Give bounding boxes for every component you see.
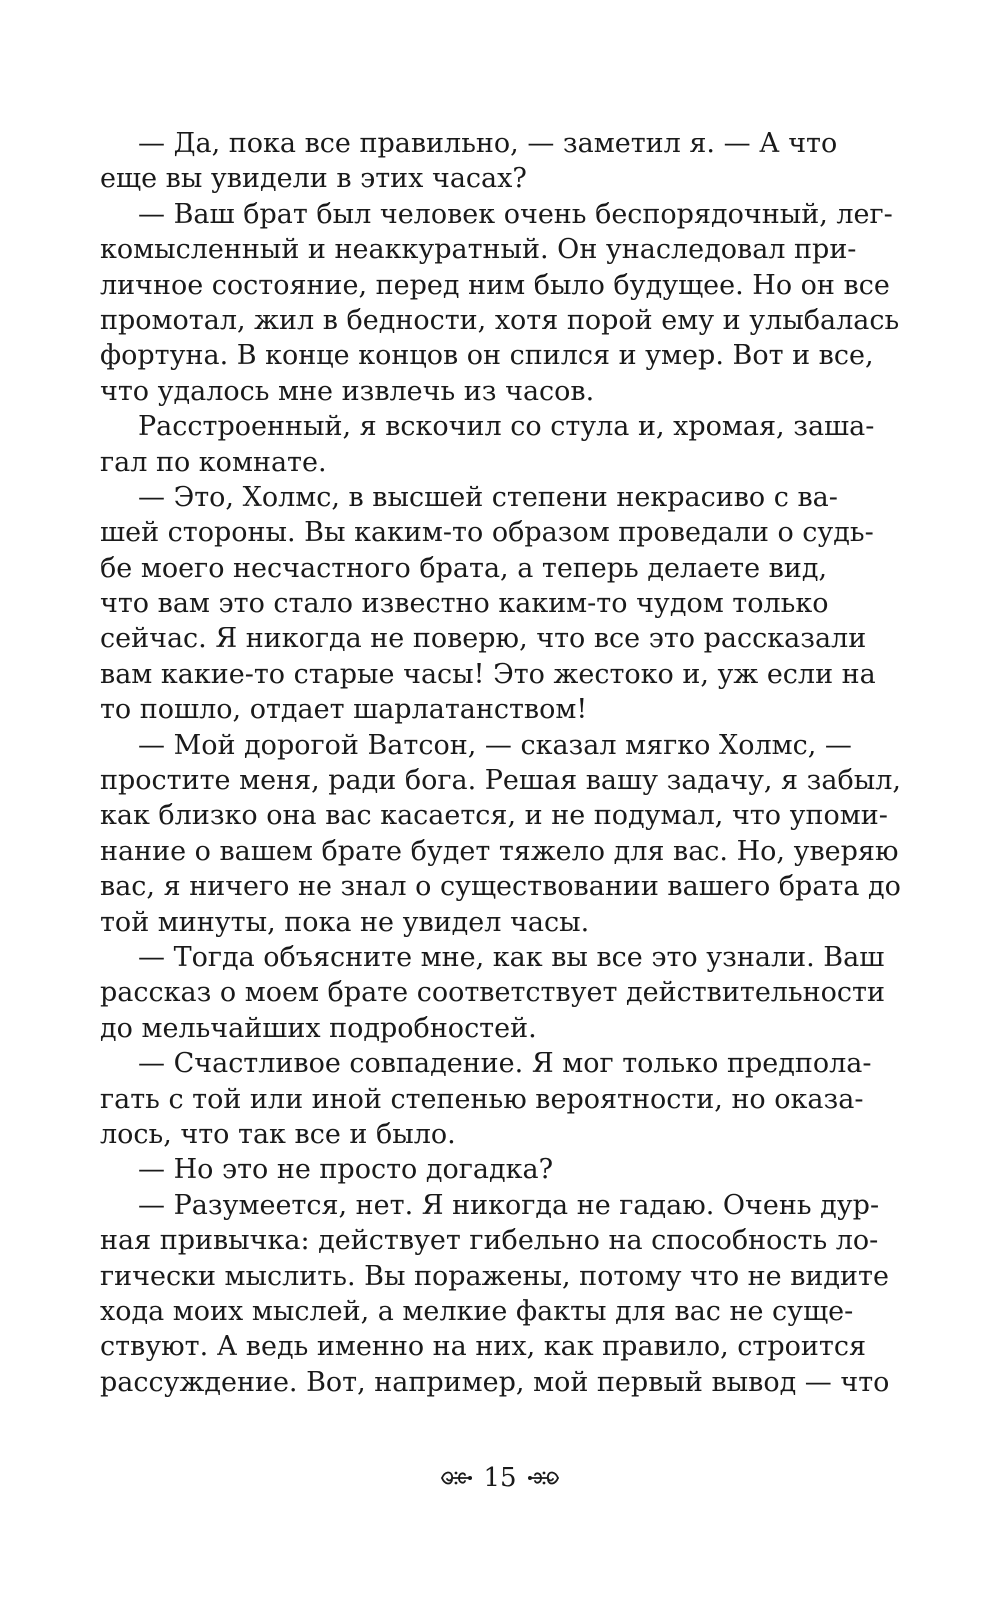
paragraph (100, 409, 875, 480)
text-line: — Да, пока все правильно, — заметил я. — А что (138, 128, 838, 159)
text-line: — Мой дорогой Ватсон, — сказал мягко Холмс, — (138, 729, 852, 761)
text-line: — Но это не просто догадка? (138, 1154, 554, 1186)
text-line: нание о вашем брате будет тяжело для вас. Но, уверяю (100, 835, 899, 867)
text-line: бе моего несчастного брата, а теперь делаете вид, (100, 552, 828, 584)
text-line: сейчас. Я никогда не поверю, что все это рассказали (100, 623, 867, 655)
paragraph (100, 1188, 890, 1400)
text-line: что удалось мне извлечь из часов. (100, 375, 595, 407)
text-line: хода моих мыслей, а мелкие факты для вас не суще- (100, 1295, 854, 1327)
text-line: той минуты, пока не увидел часы. (100, 906, 590, 938)
text-line: рассказ о моем брате соответствует действительности (100, 977, 885, 1009)
text-line: что вам это стало известно каким-то чудом только (100, 588, 829, 620)
text-line: личное состояние, перед ним было будущее. Но он все (100, 269, 890, 301)
text-line: рассуждение. Вот, например, мой первый вывод — что (100, 1366, 890, 1398)
text-line: ная привычка: действует гибельно на способность ло- (100, 1225, 879, 1257)
text-line: еще вы увидели в этих часах? (100, 163, 527, 195)
fleuron-right-icon (527, 1467, 561, 1489)
text-line: гать с той или иной степенью вероятности, но оказа- (100, 1083, 864, 1115)
paragraph (100, 126, 838, 197)
text-line: — Счастливое совпадение. Я мог только предпола- (138, 1048, 872, 1080)
text-line: как близко она вас касается, и не подумал, что упоми- (100, 800, 888, 832)
text-line: — Это, Холмс, в высшей степени некрасиво с ва- (138, 481, 838, 513)
text-line: то пошло, отдает шарлатанством! (100, 694, 588, 726)
page-footer (0, 1463, 1000, 1493)
text-line: гически мыслить. Вы поражены, потому что не видите (100, 1260, 889, 1292)
text-line: вам какие-то старые часы! Это жестоко и, уж если на (100, 658, 876, 690)
text-line: комысленный и неаккуратный. Он унаследовал при- (100, 234, 857, 266)
text-line: шей стороны. Вы каким-то образом проведали о судь- (100, 517, 874, 549)
text-line: вас, я ничего не знал о существовании вашего брата до (100, 871, 901, 903)
paragraph (100, 728, 901, 940)
paragraph (100, 940, 885, 1046)
text-line: — Разумеется, нет. Я никогда не гадаю. Очень дур- (138, 1189, 880, 1221)
page-body (100, 126, 901, 1400)
text-line: Расстроенный, я вскочил со стула и, хромая, зaша- (138, 411, 875, 443)
text-line: гал по комнате. (100, 446, 327, 478)
text-line: — Ваш брат был человек очень беспорядочный, лег- (138, 198, 893, 230)
fleuron-left-icon (439, 1467, 473, 1489)
page-number: 15 (483, 1463, 517, 1493)
text-line: лось, что так все и было. (100, 1118, 456, 1150)
text-line: — Тогда объясните мне, как вы все это узнали. Ваш (138, 941, 885, 973)
paragraph (100, 1046, 872, 1152)
text-line: простите меня, ради бога. Решая вашу задачу, я забыл, (100, 765, 901, 797)
text-line: до мельчайших подробностей. (100, 1012, 537, 1044)
text-line: промотал, жил в бедности, хотя порой ему и улыбалась (100, 304, 900, 336)
paragraph (100, 1152, 822, 1187)
paragraph (100, 480, 876, 728)
paragraph (100, 197, 900, 409)
text-line: ствуют. А ведь именно на них, как правило, строится (100, 1331, 866, 1363)
text-line: фортуна. В конце концов он спился и умер. Вот и все, (100, 340, 874, 372)
